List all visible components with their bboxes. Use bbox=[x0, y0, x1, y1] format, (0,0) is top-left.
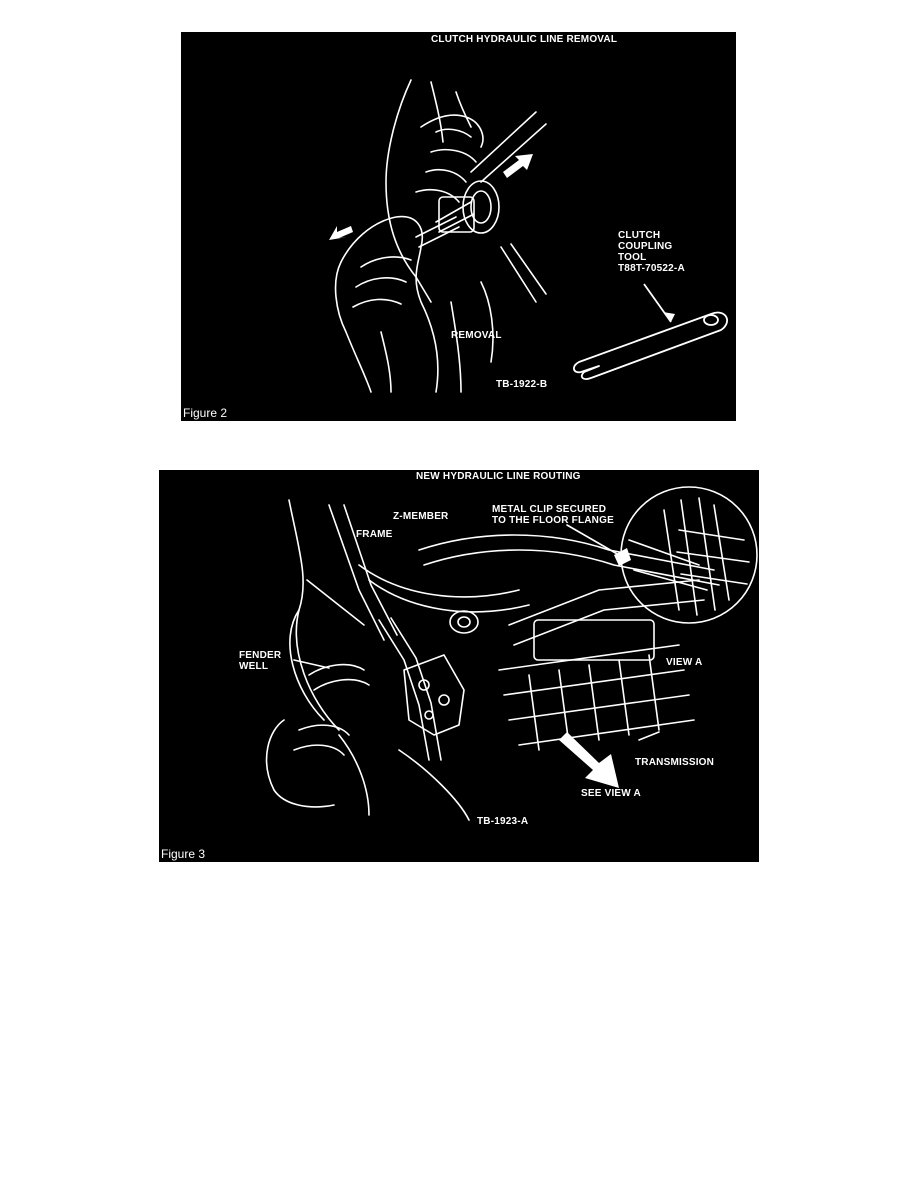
frame-label: FRAME bbox=[356, 529, 393, 540]
view-a-label: VIEW A bbox=[666, 657, 703, 668]
figure-3-title: NEW HYDRAULIC LINE ROUTING bbox=[416, 471, 581, 482]
figure-2-ref-code: TB-1922-B bbox=[496, 379, 548, 390]
fender-well-label: FENDER WELL bbox=[239, 650, 282, 672]
figure-2-caption: Figure 2 bbox=[183, 406, 228, 420]
z-member-label: Z-MEMBER bbox=[393, 511, 449, 522]
see-view-a-label: SEE VIEW A bbox=[581, 788, 641, 799]
figure-2 bbox=[181, 32, 736, 421]
transmission-label: TRANSMISSION bbox=[635, 757, 715, 768]
figure-2-title: CLUTCH HYDRAULIC LINE REMOVAL bbox=[431, 34, 618, 45]
metal-clip-label: METAL CLIP SECURED TO THE FLOOR FLANGE bbox=[492, 504, 614, 526]
figure-3-caption: Figure 3 bbox=[161, 847, 206, 861]
figure-3 bbox=[159, 470, 759, 862]
removal-label: REMOVAL bbox=[451, 330, 502, 341]
clutch-coupling-tool-label: CLUTCH COUPLING TOOL T88T-70522-A bbox=[618, 230, 685, 274]
figure-3-ref-code: TB-1923-A bbox=[477, 816, 529, 827]
clutch-line-removal-illustration bbox=[181, 32, 736, 421]
